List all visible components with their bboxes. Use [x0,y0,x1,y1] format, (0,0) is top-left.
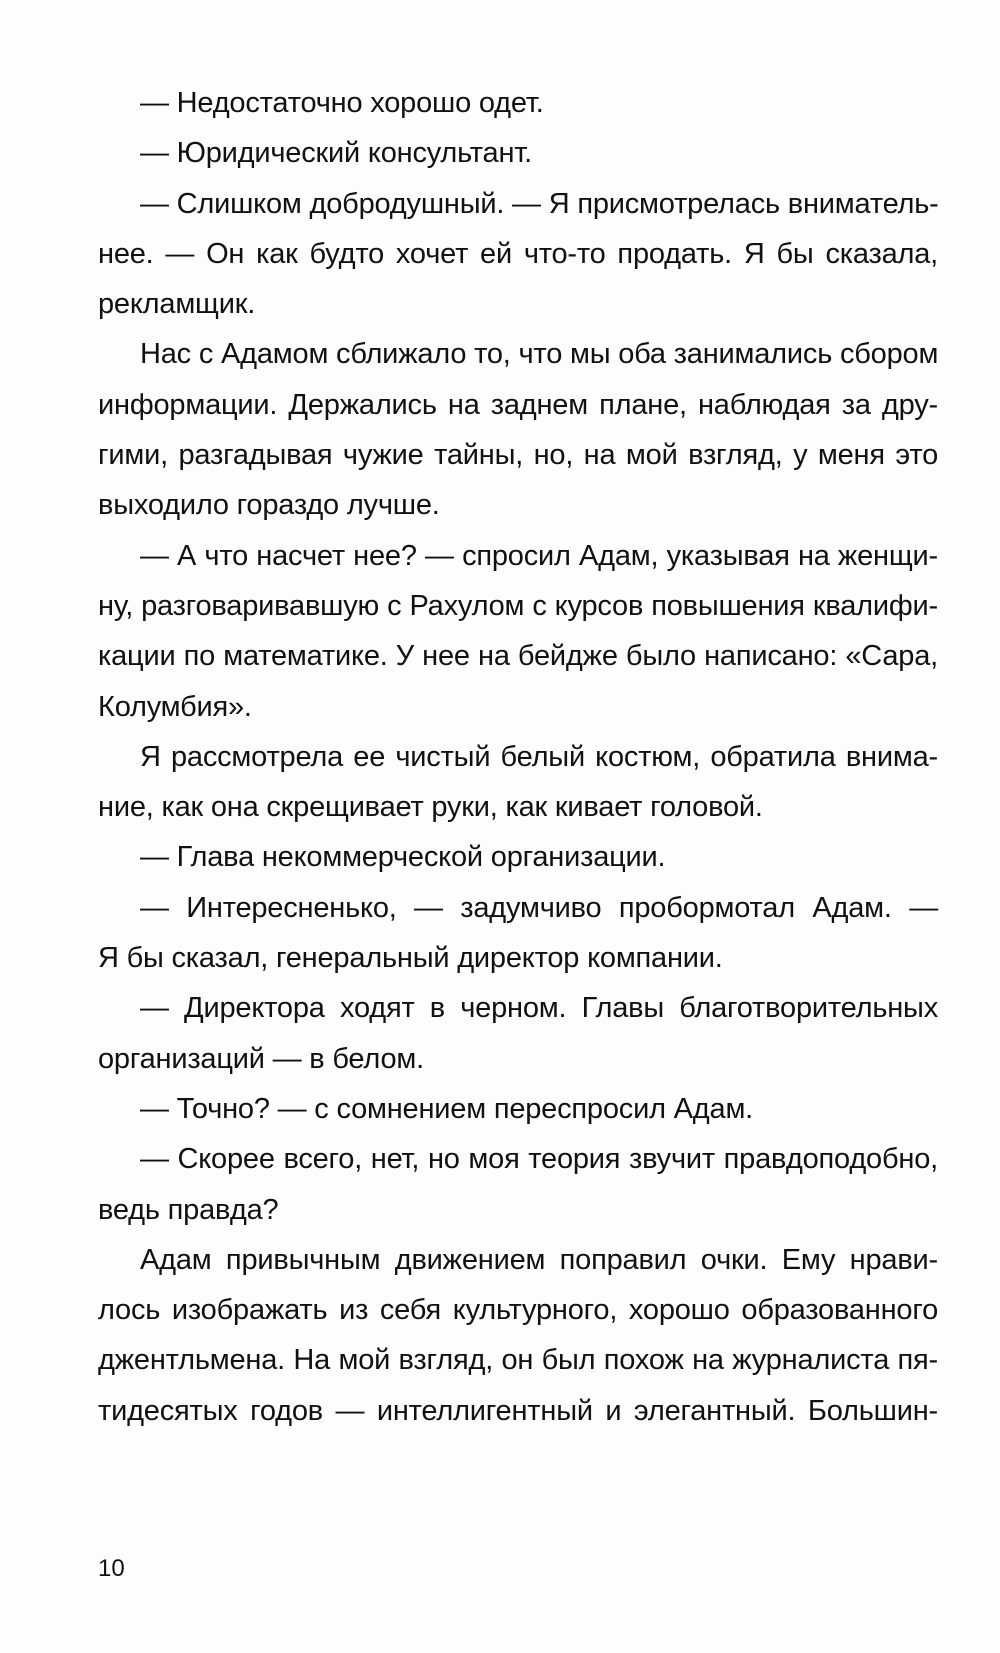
text-line: кации по математике. У нее на бейдже было написано: «Сара, [98,640,938,673]
text-line: — Скорее всего, нет, но моя теория звучит правдоподобно, [140,1143,938,1176]
text-line: — Слишком добродушный. — Я присмотрелась вниматель- [140,187,939,220]
text-line: лось изображать из себя культурного, хорошо образованного [98,1294,938,1327]
text-line: Адам привычным движением поправил очки. Ему нрави- [140,1243,938,1276]
text-line: гими, разгадывая чужие тайны, но, на мой взгляд, у меня это [98,439,938,472]
text-line: — Точно? — с сомнением переспросил Адам. [140,1092,754,1125]
text-line: Колумбия». [98,690,252,723]
text-line: Я бы сказал, генеральный директор компании. [98,942,723,975]
text-line: — Глава некоммерческой организации. [140,841,666,874]
text-line: — Директора ходят в черном. Главы благотворительных [140,992,938,1025]
page-body-text [98,78,938,1436]
text-line: ведь правда? [98,1193,279,1226]
text-line: — Юридический консультант. [140,137,532,170]
text-line: рекламщик. [98,288,256,321]
text-line: — Недостаточно хорошо одет. [140,87,544,119]
text-line: выходило гораздо лучше. [98,489,440,522]
text-line: организаций — в белом. [98,1042,424,1075]
text-line: — Интересненько, — задумчиво пробормотал Адам. — [140,891,938,924]
text-line: Нас с Адамом сближало то, что мы оба занимались сбором [140,338,939,371]
text-line: ние, как она скрещивает руки, как кивает головой. [98,791,763,824]
text-line: нее. — Он как будто хочет ей что-то продать. Я бы сказала, [98,237,938,270]
text-line: джентльмена. На мой взгляд, он был похож на журналиста пя- [98,1344,938,1377]
text-line: — А что насчет нее? — спросил Адам, указывая на женщи- [140,539,938,572]
text-line: Я рассмотрела ее чистый белый костюм, обратила внима- [140,740,938,773]
text-line: информации. Держались на заднем плане, наблюдая за дру- [98,388,938,421]
text-line: ну, разговаривавшую с Рахулом с курсов повышения квалифи- [98,589,938,622]
text-line: тидесятых годов — интеллигентный и элегантный. Большин- [98,1394,938,1427]
page-number: 10 [98,1555,125,1582]
